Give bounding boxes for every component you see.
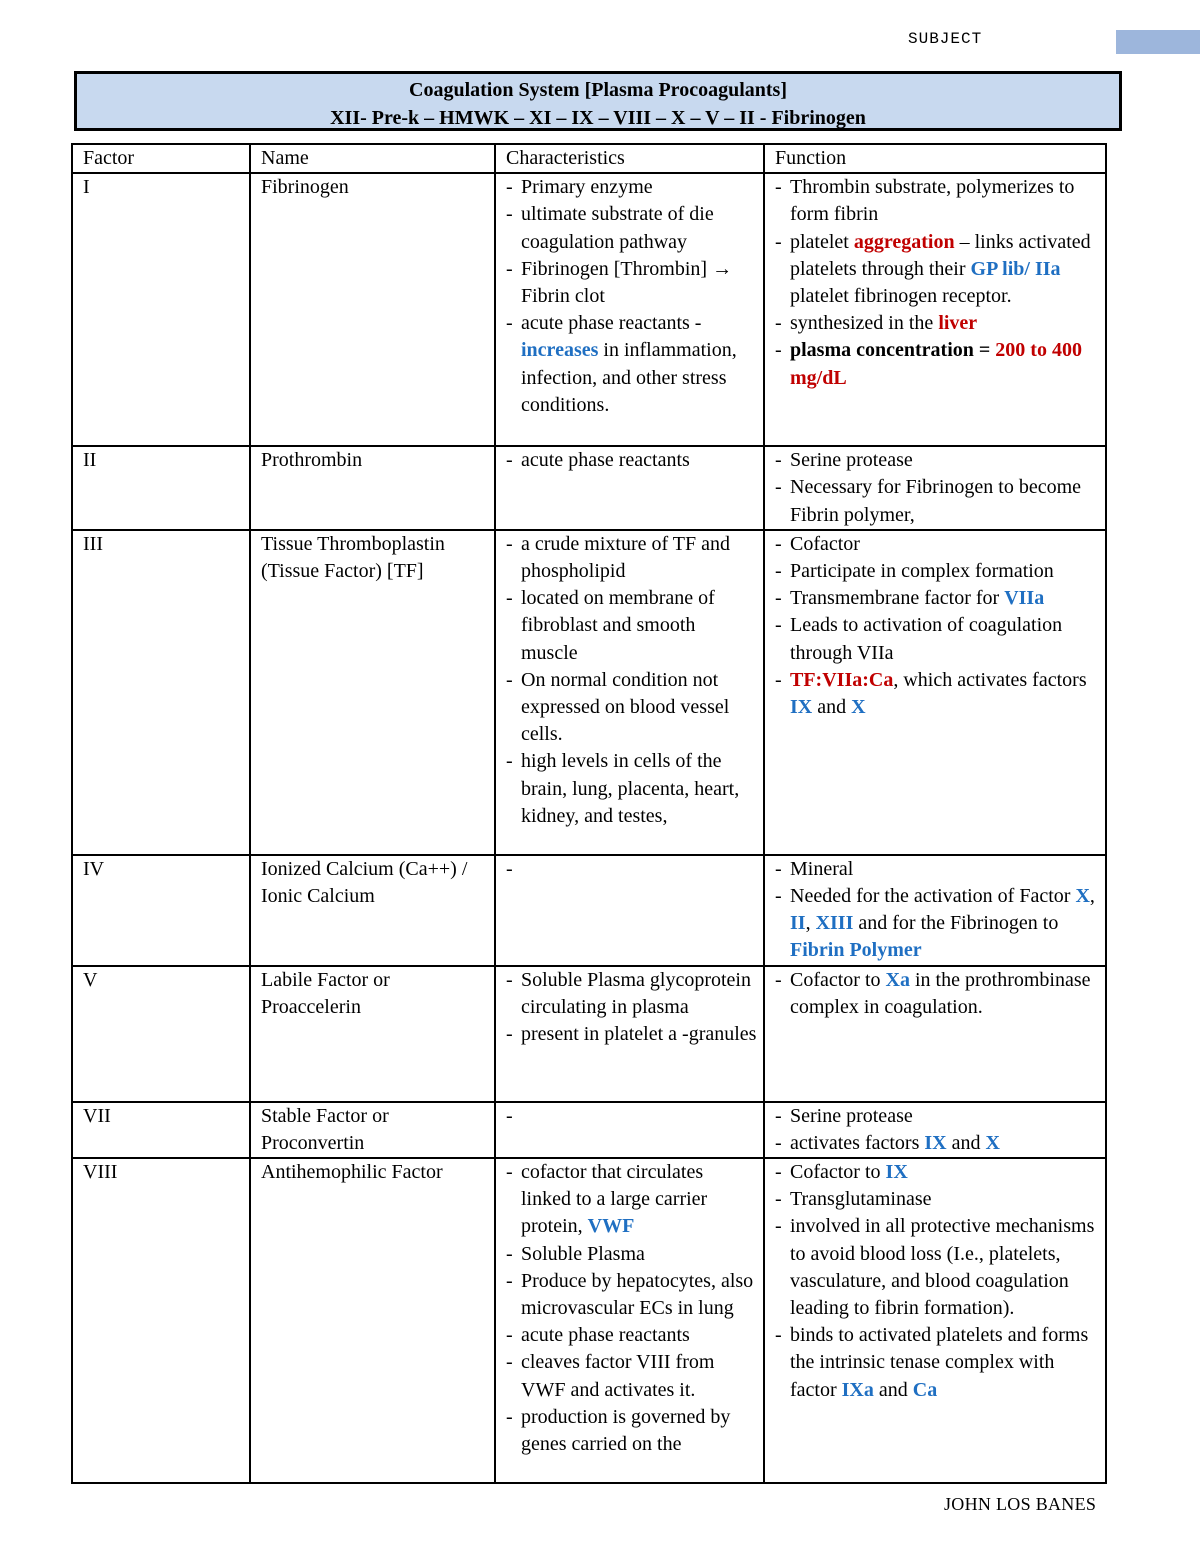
factor-cell: IV [72,855,250,966]
list-item [506,1241,757,1268]
author-footer: JOHN LOS BANES [944,1494,1097,1514]
text-segment: 200 to 400 mg/dL [790,339,1082,389]
text-segment: and [873,1378,913,1401]
list-item [506,447,757,474]
text-segment: GP lib/ IIa [970,257,1061,280]
text-segment: Transglutaminase [790,1188,932,1211]
function-cell [764,1102,1106,1158]
characteristics-list [506,174,757,419]
text-segment: Cofactor to [790,968,886,991]
list-item [506,310,757,419]
text-segment: in inflammation, infection, and other stress conditions. [521,339,737,416]
column-header-characteristics: Characteristics [495,144,764,173]
list-item [506,1349,757,1403]
text-segment: Serine protease [790,1104,913,1127]
factor-cell: II [72,446,250,530]
text-segment: ultimate substrate of die coagulation pathway [521,203,714,253]
text-segment: Thrombin substrate, polymerizes to form fibrin [790,176,1075,226]
function-list [775,856,1099,965]
factor-cell: III [72,530,250,855]
characteristics-list [506,967,757,1049]
list-item [775,474,1099,528]
text-segment: VIIa [1004,587,1045,610]
text-segment: XIII [815,912,854,935]
text-segment: Soluble Plasma glycoprotein circulating in plasma [521,968,751,1018]
text-segment: Cofactor to [790,1161,886,1184]
function-list [775,174,1099,392]
text-segment: Primary enzyme [521,176,653,199]
characteristics-list [506,447,757,474]
text-segment: IX [790,696,813,719]
text-segment: cleaves factor VIII from VWF and activates it. [521,1351,715,1401]
text-segment: Ca [912,1378,938,1401]
text-segment: Xa [885,968,910,991]
text-segment: , [1089,885,1095,908]
text-segment: – links activated platelets through their [790,230,1091,280]
text-segment: Needed for the activation of Factor [790,885,1076,908]
list-item [506,1268,757,1322]
list-item [775,558,1099,585]
factor-cell: VII [72,1102,250,1158]
column-header-function: Function [764,144,1106,173]
text-segment: , [805,912,816,935]
function-cell [764,855,1106,966]
characteristics-cell [495,173,764,446]
text-segment: production is governed by genes carried on the [521,1405,731,1456]
text-segment: Serine protease [790,449,913,472]
text-segment: a crude mixture of TF and phospholipid [521,532,731,583]
text-segment: platelet fibrinogen receptor. [790,285,1012,308]
text-segment: Fibrin Polymer [790,939,922,962]
text-segment: cofactor that circulates linked to a large carrier protein, [521,1161,708,1238]
text-segment: Soluble Plasma [521,1242,645,1265]
header-accent-bar [1116,30,1200,54]
characteristics-cell [495,1158,764,1483]
text-segment: and for the Fibrinogen to [853,912,1059,935]
text-segment: VWF [587,1215,635,1238]
text-segment: located on membrane of fibroblast and smooth muscle [521,587,715,664]
list-item [775,174,1099,228]
list-item [775,1213,1099,1322]
characteristics-list [506,1159,757,1458]
list-item [506,1159,757,1241]
list-item [775,1159,1099,1186]
table-row [72,446,1106,530]
list-item [506,256,757,310]
text-segment: IX [885,1161,908,1184]
table-row [72,530,1106,855]
list-item [775,967,1099,1021]
list-item [506,967,757,1021]
factor-cell: I [72,173,250,446]
text-segment: involved in all protective mechanisms to avoid blood loss (I.e., platelets, vasculature, and blood coagulation leading to fibrin formation). [790,1215,1095,1320]
function-list [775,1103,1099,1157]
function-cell [764,173,1106,446]
list-item [506,667,757,749]
list-item [775,1130,1099,1157]
characteristics-cell [495,1102,764,1158]
text-segment: acute phase reactants [521,449,690,472]
table-row [72,1158,1106,1483]
list-item [506,201,757,255]
title-line-1: Coagulation System [Plasma Procoagulants] [409,79,787,101]
characteristics-cell [495,966,764,1102]
table-row [72,1102,1106,1158]
function-cell [764,1158,1106,1483]
list-item [775,1103,1099,1130]
table-row [72,855,1106,966]
text-segment: X [1075,885,1090,908]
list-item [775,1186,1099,1213]
list-item [506,531,757,585]
list-item [775,337,1099,391]
list-item [775,856,1099,883]
text-segment: IXa [841,1378,874,1401]
function-cell [764,530,1106,855]
function-cell [764,966,1106,1102]
factor-cell: V [72,966,250,1102]
text-segment: present in platelet a -granules [521,1023,757,1046]
list-item [506,1404,757,1458]
name-cell: Tissue Thromboplastin (Tissue Factor) [TF] [250,530,495,855]
text-segment: = [973,339,996,362]
text-segment: aggregation [853,230,955,253]
list-item [775,531,1099,558]
name-cell: Ionized Calcium (Ca++) / Ionic Calcium [250,855,495,966]
text-segment: and [812,696,852,719]
list-item [775,1322,1099,1404]
list-item [775,229,1099,311]
list-item [775,585,1099,612]
text-segment: Necessary for Fibrinogen to become Fibrin polymer, [790,476,1082,526]
function-list [775,1159,1099,1404]
text-segment: Fibrinogen [Thrombin] → Fibrin clot [521,257,733,308]
text-segment: liver [938,312,978,335]
characteristics-cell [495,855,764,966]
function-list [775,531,1099,721]
subject-label: SUBJECT [908,30,983,48]
text-segment: Leads to activation of coagulation through VIIa [790,614,1063,664]
text-segment: Transmembrane factor for [790,587,1005,610]
function-cell [764,446,1106,530]
list-item [775,447,1099,474]
column-header-factor: Factor [72,144,250,173]
list-item [506,748,757,830]
text-segment: plasma concentration [790,339,974,362]
text-segment: X [985,1131,1000,1154]
title-box [74,71,1122,131]
text-segment: , which activates factors [893,668,1087,691]
text-segment: acute phase reactants [521,1324,690,1347]
text-segment: On normal condition not expressed on blood vessel cells. [521,668,730,746]
list-item [506,1021,757,1048]
characteristics-list [506,531,757,830]
text-segment: activates factors [790,1131,925,1154]
list-item [775,883,1099,965]
text-segment: TF:VIIa:Ca [790,668,894,691]
text-segment: Cofactor [790,532,860,555]
characteristics-cell [495,446,764,530]
factor-cell: VIII [72,1158,250,1483]
name-cell: Labile Factor or Proaccelerin [250,966,495,1102]
list-item [506,585,757,667]
text-segment: in the prothrombinase complex in coagulation. [790,968,1091,1018]
text-segment: Produce by hepatocytes, also microvascular ECs in lung [521,1269,754,1320]
text-segment: Participate in complex formation [790,560,1054,583]
name-cell: Antihemophilic Factor [250,1158,495,1483]
text-segment: increases [521,339,599,362]
text-segment: high levels in cells of the brain, lung, placenta, heart, kidney, and testes, [521,750,740,827]
list-item [506,1322,757,1349]
function-list [775,967,1099,1021]
title-line-2: XII- Pre-k – HMWK – XI – IX – VIII – X – V – II - Fibrinogen [330,107,866,129]
table-header-row [72,144,1106,173]
text-segment: Mineral [790,857,854,880]
name-cell: Prothrombin [250,446,495,530]
column-header-name: Name [250,144,495,173]
table-row [72,173,1106,446]
text-segment: acute phase reactants - [521,312,702,335]
list-item [775,310,1099,337]
name-cell: Fibrinogen [250,173,495,446]
text-segment: synthesized in the [790,312,939,335]
text-segment: X [851,696,866,719]
text-segment: platelet [790,230,854,253]
list-item [775,612,1099,666]
list-item [775,667,1099,721]
text-segment: and [946,1131,986,1154]
text-segment: binds to activated platelets and forms the intrinsic tenase complex with factor [790,1324,1089,1401]
table-row [72,966,1106,1102]
text-segment: II [790,912,806,935]
name-cell: Stable Factor or Proconvertin [250,1102,495,1158]
text-segment: IX [924,1131,947,1154]
characteristics-cell [495,530,764,855]
list-item [506,174,757,201]
factors-table [71,143,1107,1484]
function-list [775,447,1099,529]
